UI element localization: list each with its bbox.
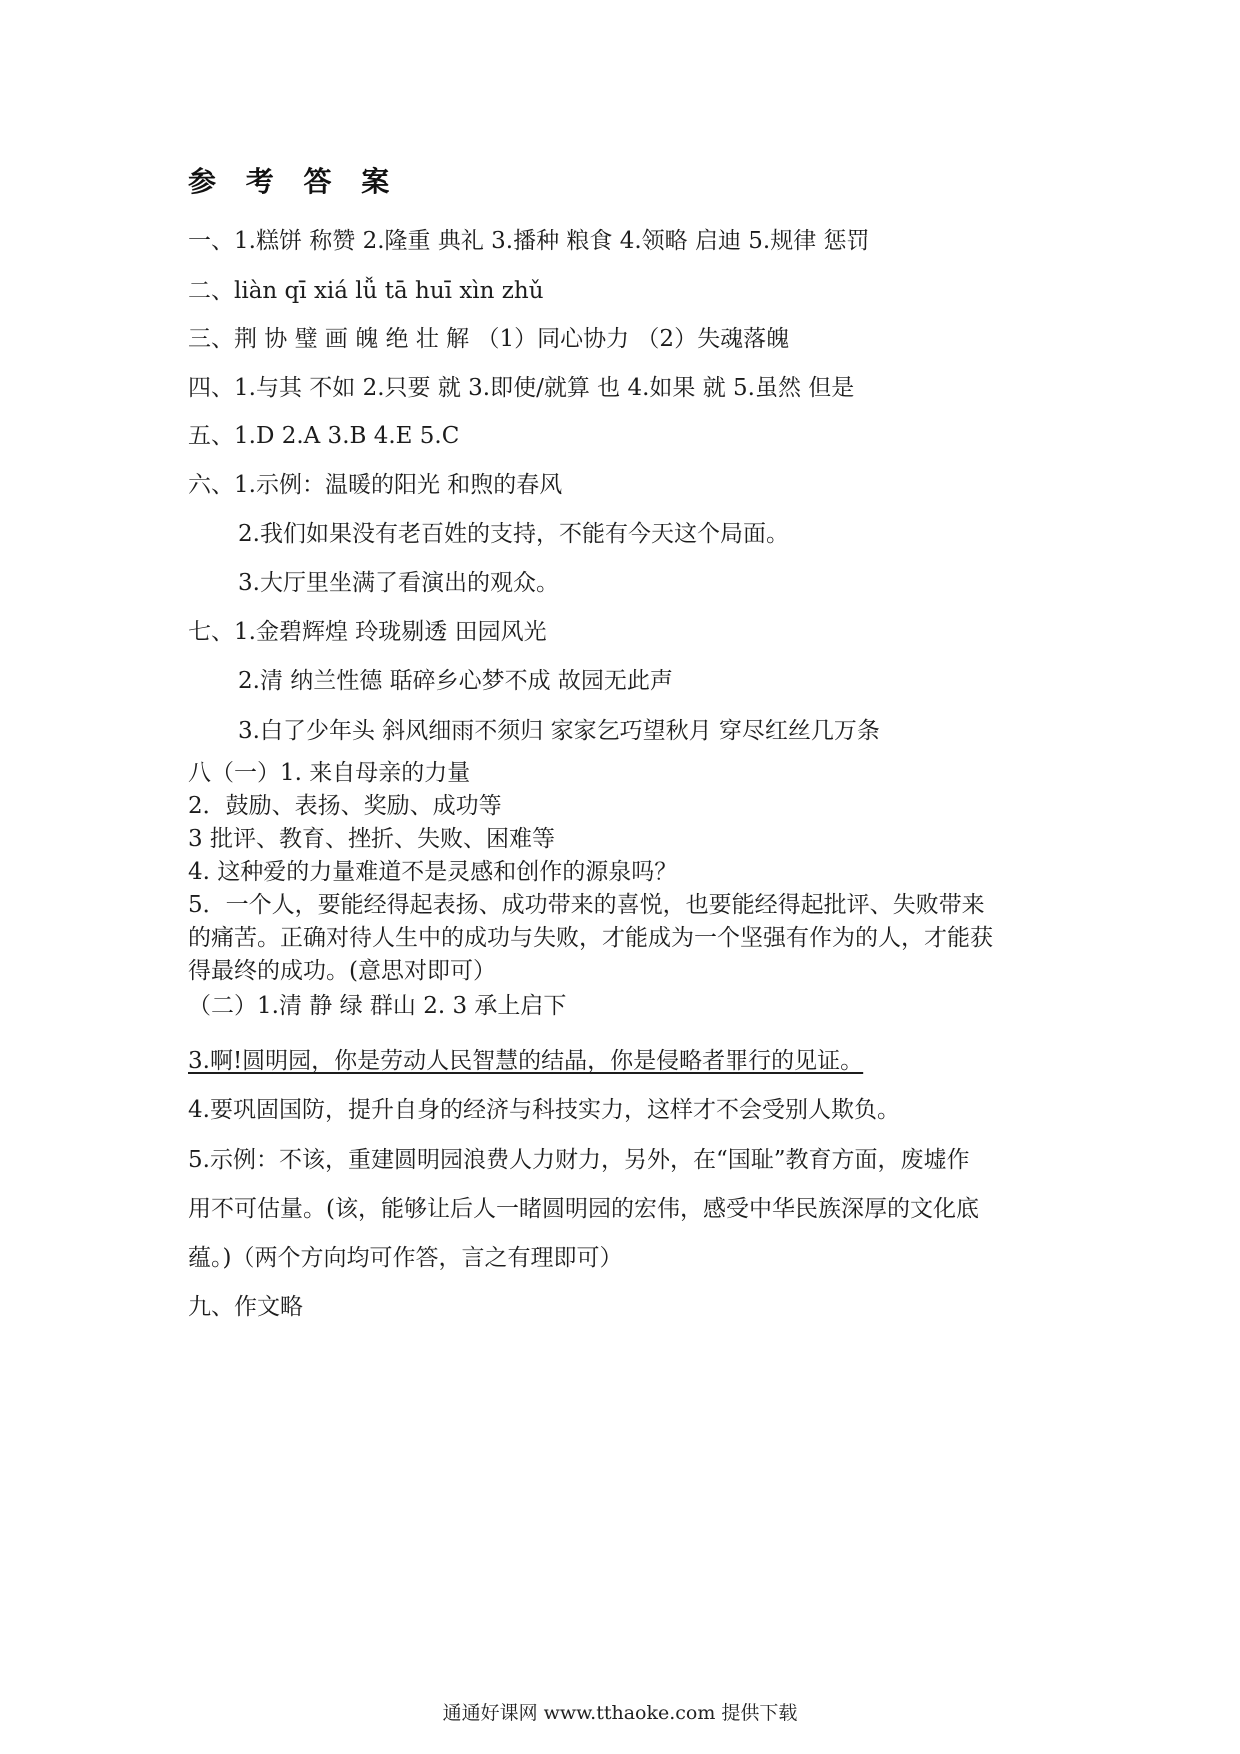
answer-line-16: 5．一个人，要能经得起表扬、成功带来的喜悦，也要能经得起批评、失败带来 xyxy=(188,892,985,918)
answer-line-17: 的痛苦。正确对待人生中的成功与失败，才能成为一个坚强有作为的人，才能获 xyxy=(188,925,993,951)
answer-line-5: 五、1.D 2.A 3.B 4.E 5.C xyxy=(188,423,460,449)
answer-line-6: 六、1.示例：温暖的阳光 和煦的春风 xyxy=(188,472,563,498)
answer-line-2: 二、liàn qī xiá lǚ tā huī xìn zhǔ xyxy=(188,278,544,304)
answer-line-15: 4. 这种爱的力量难道不是灵感和创作的源泉吗？ xyxy=(188,859,678,885)
answer-line-14: 3 批评、教育、挫折、失败、困难等 xyxy=(188,826,555,852)
page-footer: 通通好课网 www.tthaoke.com 提供下载 xyxy=(442,1702,798,1724)
answer-line-25: 九、作文略 xyxy=(188,1294,303,1320)
answer-line-22: 5.示例：不该，重建圆明园浪费人力财力，另外，在“国耻”教育方面，废墟作 xyxy=(188,1147,970,1173)
answer-line-20: 3.啊!圆明园，你是劳动人民智慧的结晶，你是侵略者罪行的见证。 xyxy=(188,1048,864,1074)
answer-line-13: 2．鼓励、表扬、奖励、成功等 xyxy=(188,793,502,819)
answer-line-23: 用不可估量。(该，能够让后人一睹圆明园的宏伟，感受中华民族深厚的文化底 xyxy=(188,1196,979,1222)
answer-line-12: 八（一）1. 来自母亲的力量 xyxy=(188,760,471,786)
answer-line-19: （二）1.清 静 绿 群山 2. 3 承上启下 xyxy=(188,993,567,1019)
answer-line-10: 2.清 纳兰性德 聒碎乡心梦不成 故园无此声 xyxy=(238,668,673,694)
answer-line-8: 3.大厅里坐满了看演出的观众。 xyxy=(238,570,559,596)
answer-line-3: 三、荆 协 璧 画 魄 绝 壮 解 （1）同心协力 （2）失魂落魄 xyxy=(188,326,790,352)
answer-line-21: 4.要巩固国防，提升自身的经济与科技实力，这样才不会受别人欺负。 xyxy=(188,1097,900,1123)
answer-line-4: 四、1.与其 不如 2.只要 就 3.即使/就算 也 4.如果 就 5.虽然 但是 xyxy=(188,375,855,401)
answer-line-7: 2.我们如果没有老百姓的支持，不能有今天这个局面。 xyxy=(238,521,789,547)
answer-line-11: 3.白了少年头 斜风细雨不须归 家家乞巧望秋月 穿尽红丝几万条 xyxy=(238,718,880,744)
answer-line-18: 得最终的成功。(意思对即可） xyxy=(188,958,496,984)
answer-line-1: 一、1.糕饼 称赞 2.隆重 典礼 3.播种 粮食 4.领略 启迪 5.规律 惩罚 xyxy=(188,228,870,254)
page-title: 参 考 答 案 xyxy=(188,165,400,198)
answer-line-9: 七、1.金碧辉煌 玲珑剔透 田园风光 xyxy=(188,619,547,645)
answer-line-24: 蕴。)（两个方向均可作答，言之有理即可） xyxy=(188,1245,623,1271)
